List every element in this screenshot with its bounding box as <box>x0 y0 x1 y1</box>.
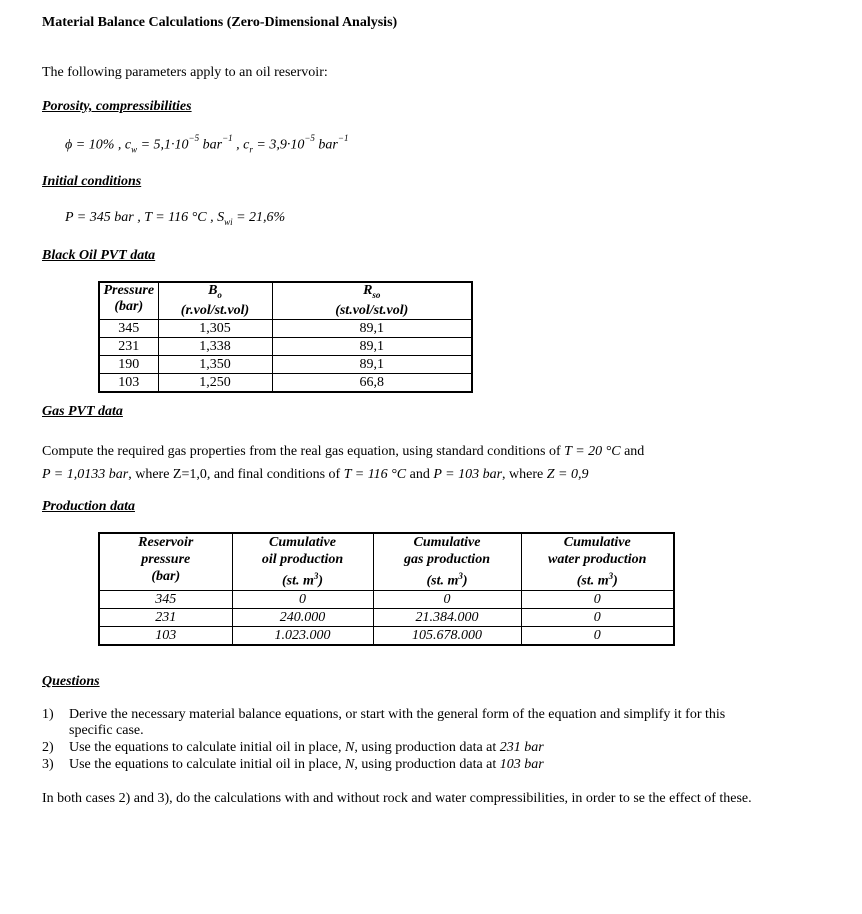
table-row <box>99 590 674 608</box>
header-line: oil production <box>261 552 344 567</box>
cell-oil: 1.023.000 <box>232 626 373 645</box>
section-initial-conditions: Initial conditions <box>42 174 142 189</box>
question-pressure: 231 bar <box>499 740 544 755</box>
header-rso-subscript: so <box>372 289 381 300</box>
header-bo-subscript: o <box>217 289 222 300</box>
table-row <box>99 626 674 645</box>
cr-exponent: −5 <box>304 133 315 143</box>
cw-value: = 5,1·10 <box>137 137 189 153</box>
swi-symbol: S <box>217 210 225 225</box>
section-questions: Questions <box>42 674 100 689</box>
header-bo-unit: (r.vol/st.vol) <box>180 302 250 318</box>
swi-subscript: wi <box>224 216 233 227</box>
cell-bo: 1,250 <box>158 373 272 392</box>
unit-exponent: 3 <box>608 571 614 581</box>
section-production: Production data <box>42 499 135 514</box>
header-cumulative-oil <box>232 533 373 590</box>
initial-temperature: T = 116 °C , <box>144 210 214 225</box>
table-row <box>99 337 472 355</box>
header-bo <box>158 282 272 319</box>
unit-exponent: 3 <box>458 571 463 581</box>
gas-text-segment: and <box>406 467 434 482</box>
header-bo-line1 <box>159 283 272 303</box>
cell-gas: 105.678.000 <box>373 626 521 645</box>
cell-oil: 240.000 <box>232 608 373 626</box>
question-text: , using production data at <box>354 740 500 755</box>
cr-subscript: r <box>249 144 253 155</box>
cr-unit: bar <box>314 137 338 153</box>
unit-close: ) <box>462 573 468 589</box>
cr-symbol: c <box>243 137 250 153</box>
list-item <box>42 707 742 739</box>
header-line: (bar) <box>151 569 181 584</box>
black-oil-pvt-table <box>98 281 473 393</box>
final-z-factor: Z = 0,9 <box>546 467 589 482</box>
gas-text-segment: and <box>620 444 645 459</box>
cw-unit: bar <box>199 137 223 153</box>
cr-unit-exponent: −1 <box>337 133 349 143</box>
question-number: 3) <box>42 757 54 772</box>
list-item <box>42 740 742 756</box>
header-pressure-line1: Pressure <box>103 283 155 298</box>
gas-text-segment: Compute the required gas properties from the real gas equation, using standard conditions of <box>42 444 565 459</box>
header-cumulative-water <box>521 533 674 590</box>
swi-value: = 21,6% <box>232 210 286 225</box>
cw-unit-exponent: −1 <box>222 133 233 143</box>
cell-rso: 89,1 <box>272 319 472 337</box>
header-unit <box>233 568 373 590</box>
list-item <box>42 757 742 773</box>
question-number: 1) <box>42 707 54 722</box>
gas-text-segment: , where Z=1,0, and final conditions of <box>128 467 344 482</box>
standard-pressure: P = 1,0133 bar <box>42 467 129 482</box>
table-row <box>99 319 472 337</box>
section-gas-pvt: Gas PVT data <box>42 404 123 419</box>
porosity-equation <box>65 135 348 154</box>
cell-gas: 21.384.000 <box>373 608 521 626</box>
unit-close: ) <box>318 573 324 589</box>
cell-pressure: 345 <box>99 590 232 608</box>
header-cumulative-gas <box>373 533 521 590</box>
header-line: gas production <box>404 552 490 567</box>
section-black-oil: Black Oil PVT data <box>42 248 156 263</box>
final-temperature: T = 116 °C <box>343 467 407 482</box>
cell-pressure: 103 <box>99 373 158 392</box>
gas-text-segment: , where <box>502 467 547 482</box>
section-porosity: Porosity, compressibilities <box>42 99 192 114</box>
unit-text: (st. m <box>281 573 314 589</box>
cw-symbol: c <box>124 137 132 153</box>
header-reservoir-pressure <box>99 533 232 590</box>
header-rso-symbol: R <box>363 283 373 298</box>
gas-text-line1 <box>42 440 644 463</box>
question-text: , using production data at <box>354 757 500 772</box>
header-line: water production <box>548 552 647 567</box>
table-row <box>99 608 674 626</box>
eq-separator: , <box>232 137 240 153</box>
header-line: Reservoir <box>138 535 194 550</box>
header-rso-unit: (st.vol/st.vol) <box>335 302 409 318</box>
document-title: Material Balance Calculations (Zero-Dimensional Analysis) <box>42 15 398 30</box>
header-pressure <box>99 282 158 319</box>
header-line: Cumulative <box>269 535 336 550</box>
header-line: Cumulative <box>413 535 481 550</box>
question-text: Use the equations to calculate initial oil in place, <box>69 740 346 755</box>
table-row <box>99 373 472 392</box>
cell-pressure: 190 <box>99 355 158 373</box>
header-unit <box>374 568 521 590</box>
standard-temperature: T = 20 °C <box>564 444 621 459</box>
question-variable: N <box>345 740 355 755</box>
question-text: Use the equations to calculate initial oil in place, <box>69 757 346 772</box>
header-rso <box>272 282 472 319</box>
header-pressure-line2: (bar) <box>114 299 144 314</box>
header-rso-line1 <box>273 283 472 303</box>
cell-water: 0 <box>521 608 674 626</box>
gas-pvt-text <box>42 440 644 486</box>
cell-water: 0 <box>521 590 674 608</box>
cell-gas: 0 <box>373 590 521 608</box>
gas-text-line2 <box>42 463 644 486</box>
questions-list <box>42 707 742 774</box>
cw-subscript: w <box>131 144 138 155</box>
question-variable: N <box>345 757 355 772</box>
cell-bo: 1,350 <box>158 355 272 373</box>
cell-rso: 66,8 <box>272 373 472 392</box>
table-row <box>99 355 472 373</box>
unit-exponent: 3 <box>313 571 319 581</box>
final-pressure: P = 103 bar <box>433 467 503 482</box>
cw-exponent: −5 <box>188 133 200 143</box>
initial-conditions-equation <box>65 210 285 227</box>
cr-value: = 3,9·10 <box>252 137 305 153</box>
cell-pressure: 345 <box>99 319 158 337</box>
cell-oil: 0 <box>232 590 373 608</box>
header-bo-symbol: B <box>208 283 218 298</box>
intro-text: The following parameters apply to an oil reservoir: <box>42 65 328 80</box>
cell-rso: 89,1 <box>272 355 472 373</box>
phi-value: ϕ = 10% , <box>65 137 122 153</box>
unit-close: ) <box>613 573 618 589</box>
cell-bo: 1,305 <box>158 319 272 337</box>
question-number: 2) <box>42 740 54 755</box>
header-unit <box>522 568 674 590</box>
unit-text: (st. m <box>576 573 609 589</box>
cell-pressure: 103 <box>99 626 232 645</box>
cell-pressure: 231 <box>99 608 232 626</box>
unit-text: (st. m <box>426 573 459 589</box>
cell-pressure: 231 <box>99 337 158 355</box>
cell-bo: 1,338 <box>158 337 272 355</box>
question-pressure: 103 bar <box>499 757 544 772</box>
cell-water: 0 <box>521 626 674 645</box>
initial-pressure: P = 345 bar , <box>65 210 141 225</box>
header-line: pressure <box>141 552 191 567</box>
cell-rso: 89,1 <box>272 337 472 355</box>
question-text: Derive the necessary material balance equations, or start with the general form of the equation and simplify it for this specific case. <box>69 707 726 738</box>
header-line: Cumulative <box>563 535 631 550</box>
production-data-table <box>98 532 675 646</box>
final-note: In both cases 2) and 3), do the calculations with and without rock and water compressibilities, in order to se the effect of these. <box>42 791 752 806</box>
